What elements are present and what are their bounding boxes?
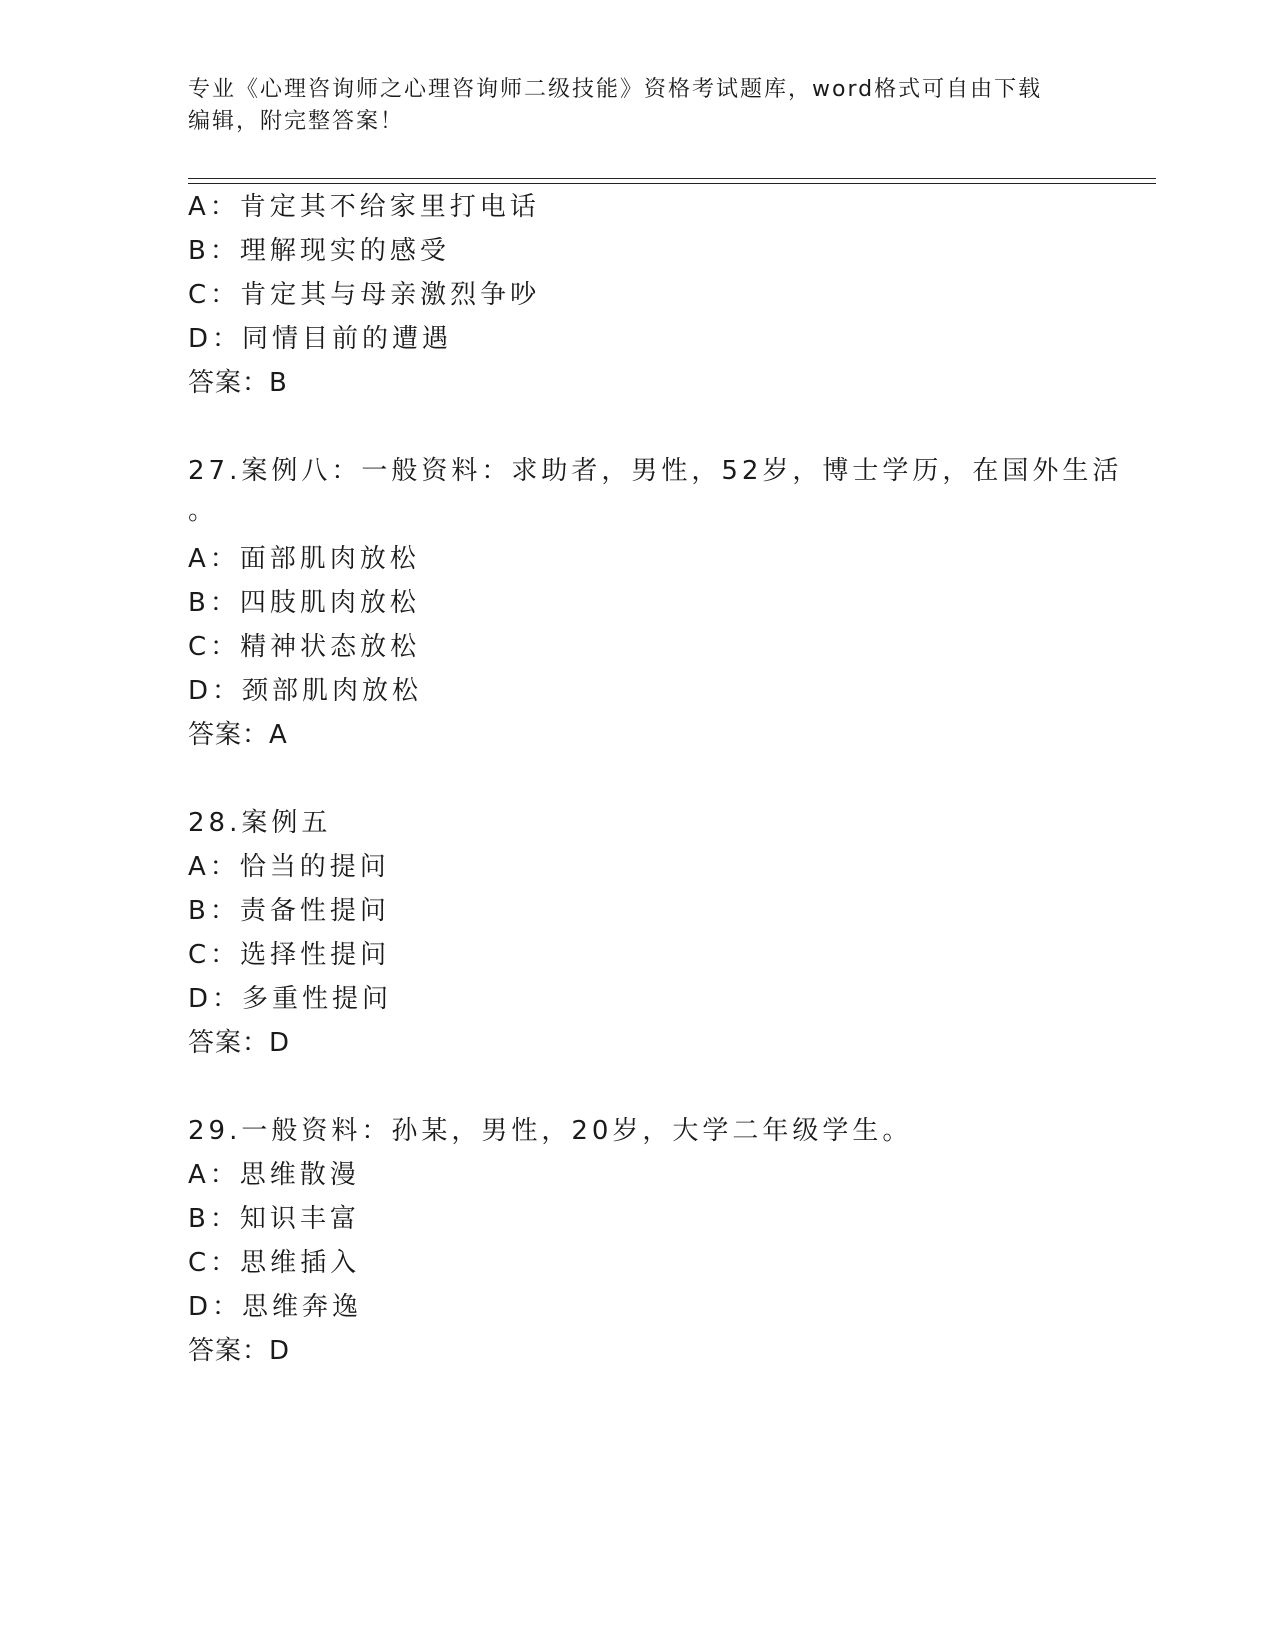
option-a: A：恰当的提问	[188, 852, 390, 882]
option-a: A：面部肌肉放松	[188, 544, 420, 574]
option-c: C：精神状态放松	[188, 632, 421, 662]
option-d: D：颈部肌肉放松	[188, 676, 423, 706]
header-line-2: 编辑，附完整答案！	[188, 109, 405, 134]
question-27-stem: 27.案例八：一般资料：求助者，男性，52岁，博士学历，在国外生活	[188, 456, 1123, 486]
answer-line: 答案：D	[188, 1028, 291, 1058]
option-b: B：知识丰富	[188, 1204, 360, 1234]
option-a: A：肯定其不给家里打电话	[188, 192, 540, 222]
option-d: D：同情目前的遭遇	[188, 324, 453, 354]
header-line-1: 专业《心理咨询师之心理咨询师二级技能》资格考试题库，word格式可自由下载	[188, 77, 1043, 102]
option-c: C：思维插入	[188, 1248, 361, 1278]
header-divider-bottom	[188, 183, 1156, 184]
question-29-stem: 29.一般资料：孙某，男性，20岁，大学二年级学生。	[188, 1116, 913, 1146]
document-header	[188, 74, 1088, 138]
question-28-stem: 28.案例五	[188, 808, 332, 838]
option-d: D：思维奔逸	[188, 1292, 363, 1322]
option-a: A：思维散漫	[188, 1160, 360, 1190]
answer-line: 答案：A	[188, 720, 288, 750]
option-c: C：选择性提问	[188, 940, 391, 970]
option-b: B：责备性提问	[188, 896, 390, 926]
option-c: C：肯定其与母亲激烈争吵	[188, 280, 541, 310]
header-divider-top	[188, 178, 1156, 179]
option-d: D：多重性提问	[188, 984, 393, 1014]
option-b: B：理解现实的感受	[188, 236, 450, 266]
answer-line: 答案：B	[188, 368, 288, 398]
option-b: B：四肢肌肉放松	[188, 588, 420, 618]
answer-line: 答案：D	[188, 1336, 291, 1366]
question-27-stem-continuation: 。	[188, 496, 219, 526]
